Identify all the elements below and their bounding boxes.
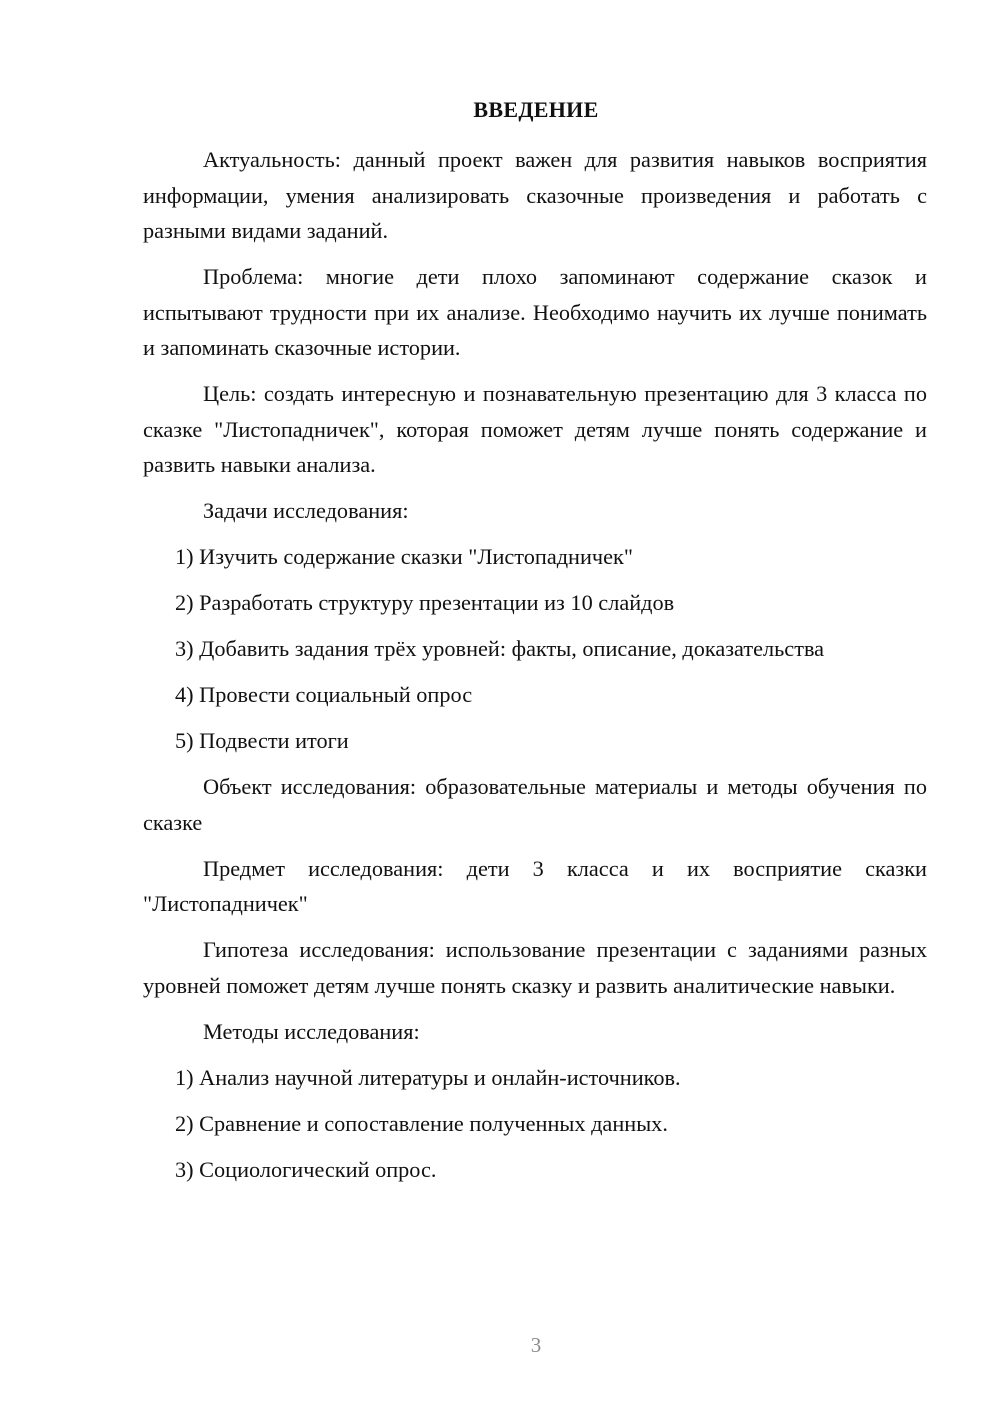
relevance-paragraph: Актуальность: данный проект важен для развития навыков восприятия информации, умения анализировать сказочные произведения и работать с разными видами заданий. <box>143 147 927 243</box>
list-item: 4) Провести социальный опрос <box>175 682 473 707</box>
list-item: 3) Добавить задания трёх уровней: факты, описание, доказательства <box>175 636 825 661</box>
methods-list <box>143 1060 927 1188</box>
problem-paragraph: Проблема: многие дети плохо запоминают содержание сказок и испытывают трудности при их анализе. Необходимо научить их лучше понимать и запоминать сказочные истории. <box>143 264 927 360</box>
list-item: 1) Анализ научной литературы и онлайн-источников. <box>175 1064 681 1090</box>
document-body <box>143 142 927 1198</box>
object-paragraph: Объект исследования: образовательные материалы и методы обучения по сказке <box>143 774 927 835</box>
list-item: 5) Подвести итоги <box>175 728 349 753</box>
tasks-list <box>143 539 927 759</box>
methods-heading: Методы исследования: <box>203 1018 420 1044</box>
list-item: 2) Разработать структуру презентации из 10 слайдов <box>175 590 675 615</box>
list-item: 3) Социологический опрос. <box>175 1156 437 1182</box>
list-item: 1) Изучить содержание сказки "Листопадничек" <box>175 544 633 569</box>
subject-paragraph: Предмет исследования: дети 3 класса и их восприятие сказки "Листопадничек" <box>143 855 927 916</box>
goal-paragraph: Цель: создать интересную и познавательную презентацию для 3 класса по сказке "Листопадничек", которая поможет детям лучше понять содержание и развить навыки анализа. <box>143 381 927 477</box>
list-item: 2) Сравнение и сопоставление полученных данных. <box>175 1110 668 1136</box>
tasks-heading: Задачи исследования: <box>203 498 409 523</box>
section-title: ВВЕДЕНИЕ <box>473 97 599 122</box>
page-number: 3 <box>530 1333 542 1357</box>
hypothesis-paragraph: Гипотеза исследования: использование презентации с заданиями разных уровней поможет детям лучше понять сказку и развить аналитические навыки. <box>143 937 927 998</box>
